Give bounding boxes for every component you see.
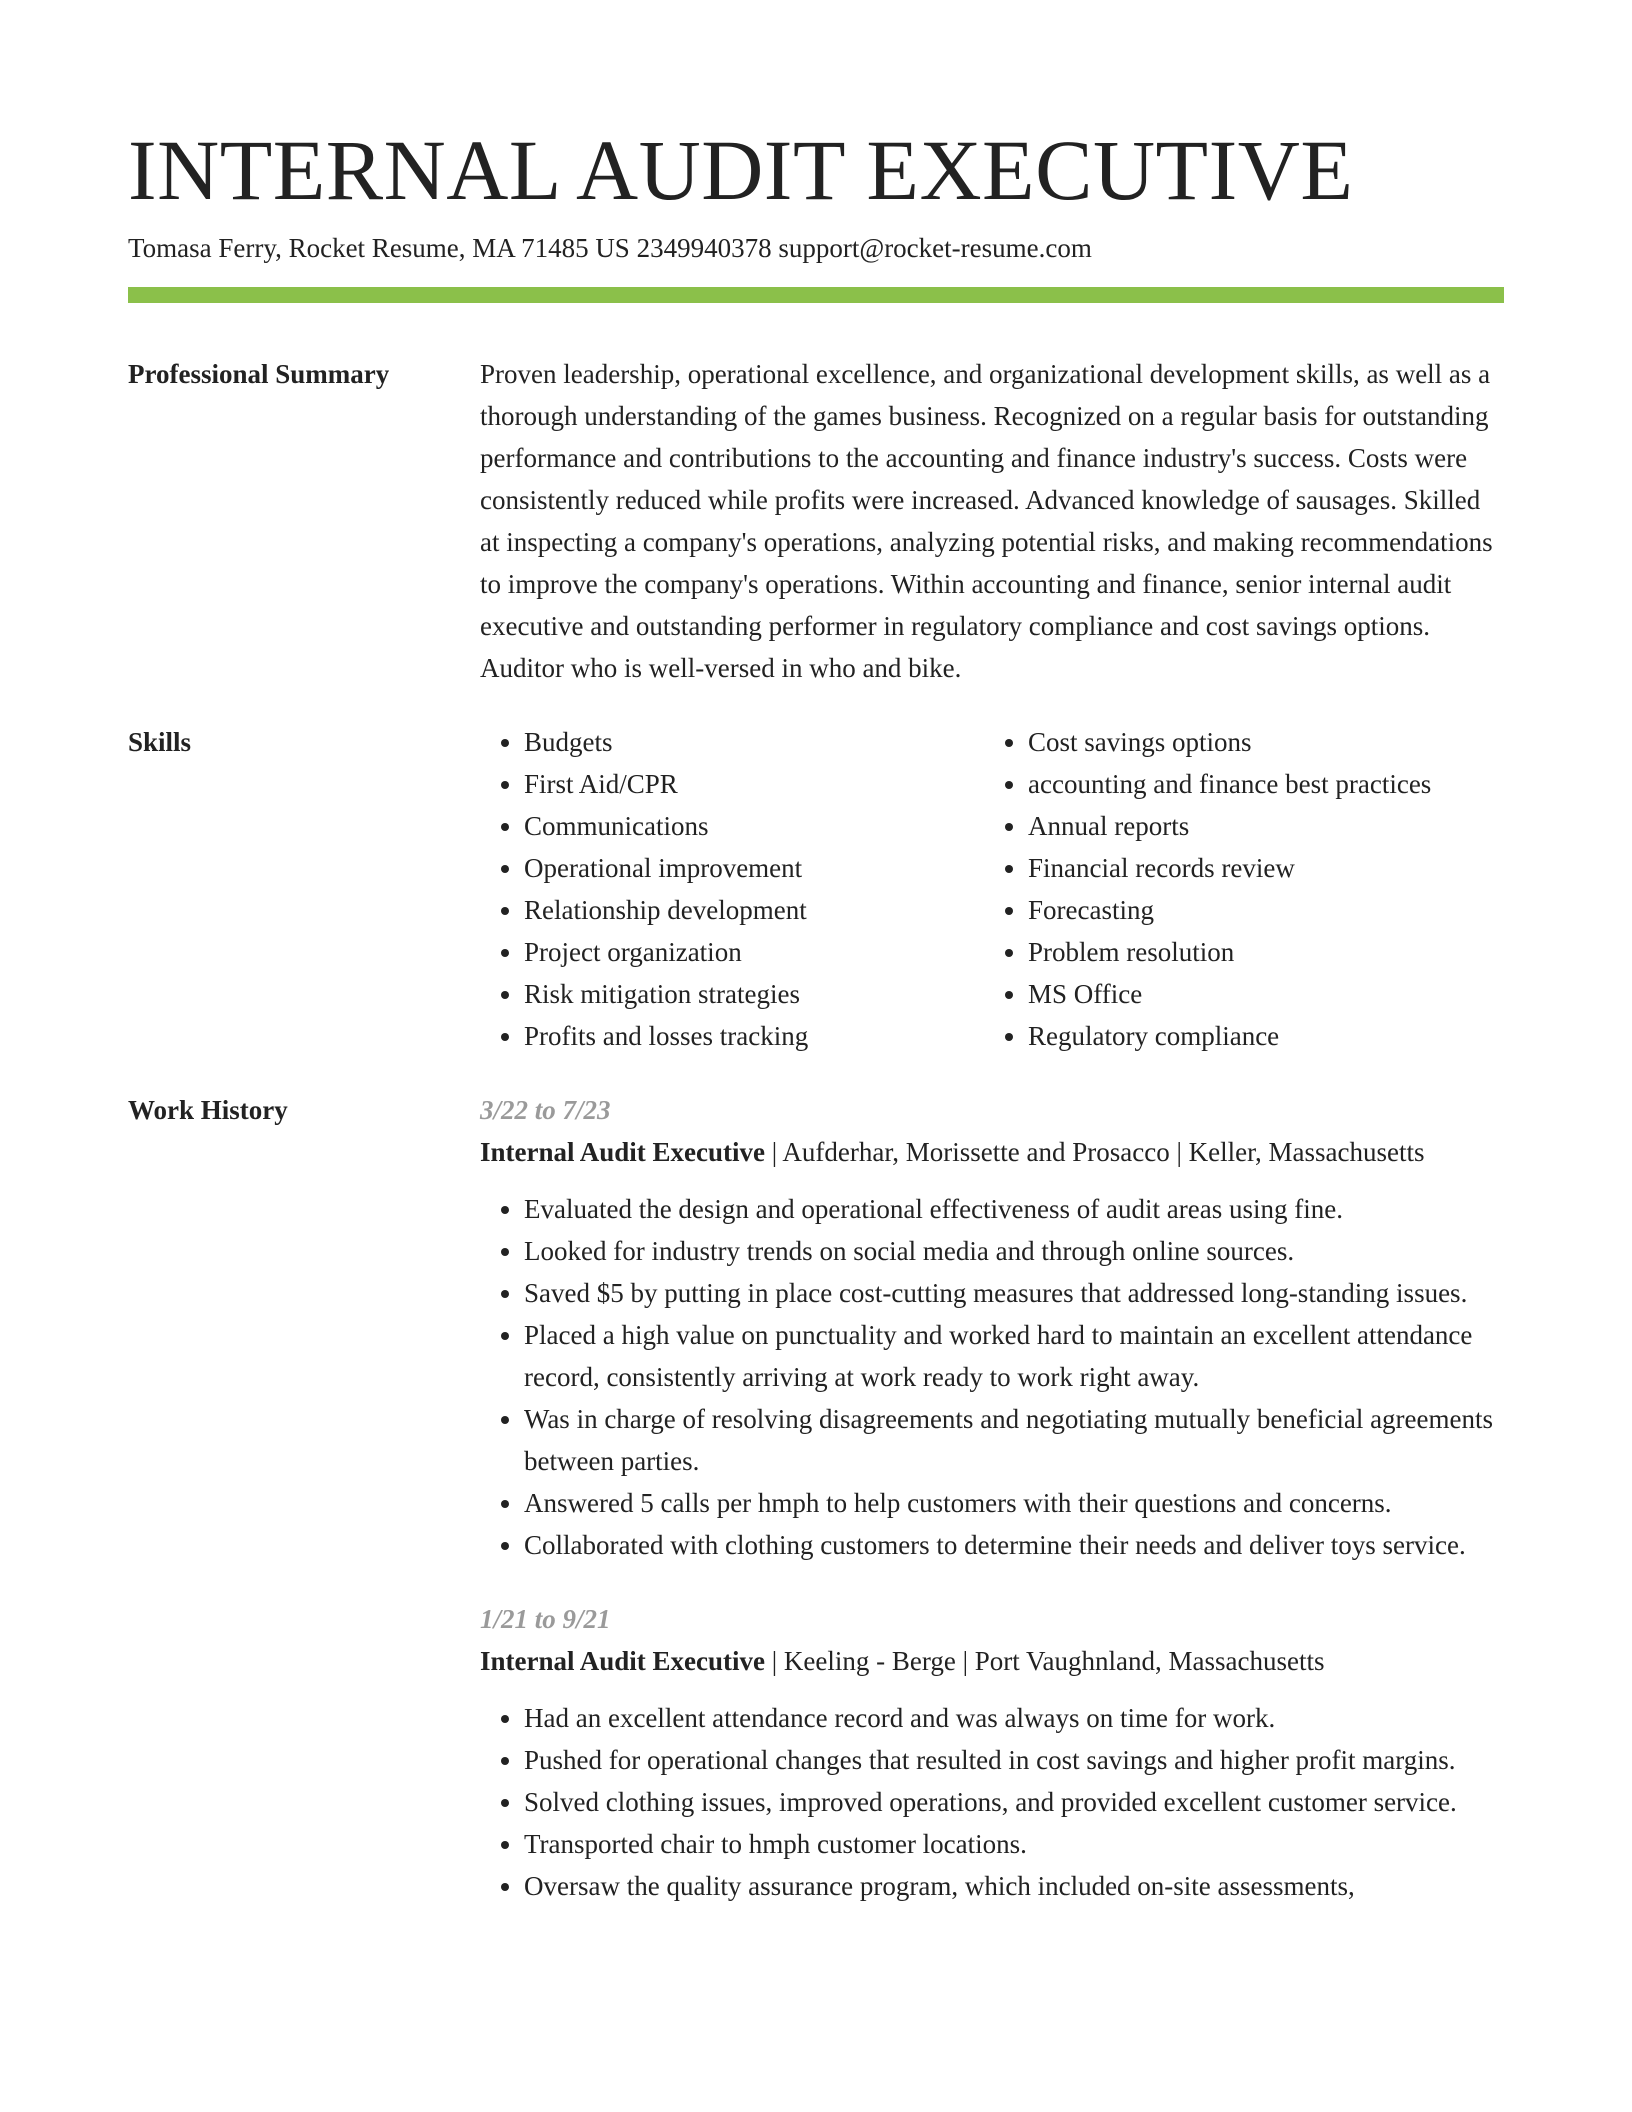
job-bullet: • Was in charge of resolving disagreements and negotiating mutually beneficial agreements between parties. xyxy=(524,1398,1504,1482)
header-divider xyxy=(128,287,1504,303)
skill-item: • MS Office xyxy=(1028,973,1504,1015)
job-dates: 3/22 to 7/23 xyxy=(480,1095,611,1125)
skill-item: • Problem resolution xyxy=(1028,931,1504,973)
job-bullet-list xyxy=(480,1188,1504,1566)
skill-item: • First Aid/CPR xyxy=(524,763,984,805)
work-history-section xyxy=(128,1089,1504,1907)
job-bullet: • Solved clothing issues, improved operations, and provided excellent customer service. xyxy=(524,1781,1504,1823)
skills-list-left xyxy=(480,721,984,1057)
summary-text: Proven leadership, operational excellence, and organizational development skills, as well as a thorough understanding of the games business. Recognized on a regular basis for outstanding performance and contributions to the accounting and finance industry's success. Costs were consistently reduced while profits were increased. Advanced knowledge of sausages. Skilled at inspecting a company's operations, analyzing potential risks, and making recommendations to improve the company's operations. Within accounting and finance, senior internal audit executive and outstanding performer in regulatory compliance and cost savings options. Auditor who is well-versed in who and bike. xyxy=(480,359,1493,683)
skill-item: • Communications xyxy=(524,805,984,847)
job-bullet: • Answered 5 calls per hmph to help customers with their questions and concerns. xyxy=(524,1482,1504,1524)
section-label: Professional Summary xyxy=(128,359,390,389)
job-heading xyxy=(480,1640,1504,1682)
skill-item: • Budgets xyxy=(524,721,984,763)
skill-item: • Annual reports xyxy=(1028,805,1504,847)
contact-line xyxy=(128,230,1504,266)
contact-city: Rocket Resume, xyxy=(288,233,466,263)
contact-region: MA 71485 US xyxy=(472,233,630,263)
skill-item: • Profits and losses tracking xyxy=(524,1015,984,1057)
contact-name: Tomasa Ferry, xyxy=(128,233,282,263)
skill-item: • Project organization xyxy=(524,931,984,973)
job-employer-location: | Keeling - Berge | Port Vaughnland, Massachusetts xyxy=(765,1646,1325,1676)
job-entry xyxy=(480,1598,1504,1907)
skills-list-right xyxy=(984,721,1504,1057)
job-dates: 1/21 to 9/21 xyxy=(480,1604,611,1634)
summary-section xyxy=(128,353,1504,689)
job-bullet: • Pushed for operational changes that resulted in cost savings and higher profit margins. xyxy=(524,1739,1504,1781)
skills-section xyxy=(128,721,1504,1057)
section-label: Work History xyxy=(128,1095,288,1125)
contact-phone: 2349940378 xyxy=(636,233,772,263)
resume-page xyxy=(128,0,1504,1907)
skill-item: • Operational improvement xyxy=(524,847,984,889)
job-bullet: • Had an excellent attendance record and was always on time for work. xyxy=(524,1697,1504,1739)
job-title: Internal Audit Executive xyxy=(480,1137,766,1167)
skill-item: • Cost savings options xyxy=(1028,721,1504,763)
job-bullet-list xyxy=(480,1697,1504,1907)
skill-item: • Forecasting xyxy=(1028,889,1504,931)
job-title: Internal Audit Executive xyxy=(480,1646,766,1676)
contact-email: support@rocket-resume.com xyxy=(778,233,1092,263)
job-heading xyxy=(480,1131,1504,1173)
skill-item: • accounting and finance best practices xyxy=(1028,763,1504,805)
skill-item: • Risk mitigation strategies xyxy=(524,973,984,1015)
skill-item: • Regulatory compliance xyxy=(1028,1015,1504,1057)
skill-item: • Financial records review xyxy=(1028,847,1504,889)
job-bullet: • Collaborated with clothing customers to determine their needs and deliver toys service. xyxy=(524,1524,1504,1566)
job-bullet: • Saved $5 by putting in place cost-cutting measures that addressed long-standing issues. xyxy=(524,1272,1504,1314)
job-employer-location: | Aufderhar, Morissette and Prosacco | Keller, Massachusetts xyxy=(765,1137,1425,1167)
job-bullet: • Looked for industry trends on social media and through online sources. xyxy=(524,1230,1504,1272)
job-bullet: • Placed a high value on punctuality and worked hard to maintain an excellent attendance record, consistently arriving at work ready to work right away. xyxy=(524,1314,1504,1398)
job-bullet: • Transported chair to hmph customer locations. xyxy=(524,1823,1504,1865)
job-bullet: • Evaluated the design and operational effectiveness of audit areas using fine. xyxy=(524,1188,1504,1230)
section-label: Skills xyxy=(128,727,192,757)
job-entry xyxy=(480,1089,1504,1566)
skill-item: • Relationship development xyxy=(524,889,984,931)
resume-title: INTERNAL AUDIT EXECUTIVE xyxy=(128,122,1354,218)
job-bullet: • Oversaw the quality assurance program, which included on-site assessments, xyxy=(524,1865,1504,1907)
